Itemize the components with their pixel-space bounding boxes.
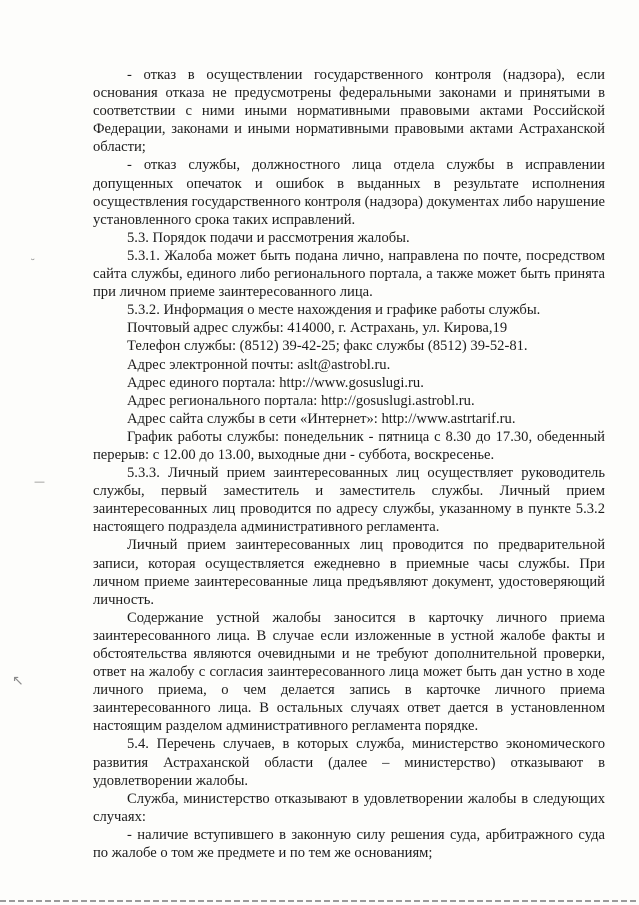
work-schedule: График работы службы: понедельник - пятница с 8.30 до 17.30, обеденный перерыв: с 12.00 до 13.00, выходные дни - суббота, воскресенье. [93,428,605,463]
email-address: Адрес электронной почты: aslt@astrobl.ru. [127,356,391,373]
scan-mark: — [34,475,45,488]
unified-portal-address: Адрес единого портала: http://www.gosuslugi.ru. [127,374,424,391]
scan-mark: ↖ [12,673,24,689]
paragraph-5-3-1: 5.3.1. Жалоба может быть подана лично, направлена по почте, посредством сайта службы, единого либо регионального портала, а также может быть принята при личном приеме заинтересованного лица. [93,247,605,301]
paragraph-court-decision: - наличие вступившего в законную силу решения суда, арбитражного суда по жалобе о том же предмете и по тем же основаниям; [93,826,605,862]
page-bottom-edge [0,900,639,902]
service-website-address: Адрес сайта службы в сети «Интернет»: http://www.astrtarif.ru. [127,410,516,427]
phone-fax: Телефон службы: (8512) 39-42-25; факс службы (8512) 39-52-81. [127,338,528,355]
paragraph-5-4: 5.4. Перечень случаев, в которых служба, министерство экономического развития Астраханской области (далее – министерство) отказывают в удовлетворении жалобы. [93,736,605,789]
heading-5-3: 5.3. Порядок подачи и рассмотрения жалобы. [127,229,410,246]
paragraph-personal-reception: Личный прием заинтересованных лиц проводится по предварительной записи, которая осуществляется ежедневно в приемные часы службы. При личном приеме заинтересованные лица предъявляют документ, удостоверяющий личность. [93,537,605,608]
scan-mark: ˘ [30,257,36,270]
paragraph-refusal-corrections: - отказ службы, должностного лица отдела службы в исправлении допущенных опечаток и ошибок в выданных в результате исполнения осуществления государственного контроля (надзора) документах либо нарушение установленного срока таких исправлений. [93,157,605,228]
postal-address: Почтовый адрес службы: 414000, г. Астрахань, ул. Кирова,19 [127,320,508,337]
paragraph-refusal-cases: Служба, министерство отказывают в удовлетворении жалобы в следующих случаях: [93,790,605,825]
regional-portal-address: Адрес регионального портала: http://gosuslugi.astrobl.ru. [127,392,475,409]
paragraph-5-3-2: 5.3.2. Информация о месте нахождения и графике работы службы. [127,302,541,319]
paragraph-refusal-control: - отказ в осуществлении государственного контроля (надзора), если основания отказа не предусмотрены федеральными законами и принятыми в соответствии с ними иными нормативными правовыми актами Российской Федерации, законами и иными нормативными правовыми актами Астраханской области; [93,67,605,156]
document-body [93,66,605,862]
paragraph-oral-complaint: Содержание устной жалобы заносится в карточку личного приема заинтересованного лица. В случае если изложенные в устной жалобе факты и обстоятельства являются очевидными и не требуют дополнительной проверки, ответ на жалобу с согласия заинтересованного лица может быть дан устно в ходе личного приема, о чем делается запись в карточке личного приема заинтересованного лица. В остальных случаях ответ дается в установленном настоящим разделом административного регламента порядке. [93,609,605,735]
paragraph-5-3-3: 5.3.3. Личный прием заинтересованных лиц осуществляет руководитель службы, первый заместитель и заместитель службы. Личный прием заинтересованных лиц проводится по адресу службы, указанному в пункте 5.3.2 настоящего подраздела административного регламента. [93,465,605,536]
